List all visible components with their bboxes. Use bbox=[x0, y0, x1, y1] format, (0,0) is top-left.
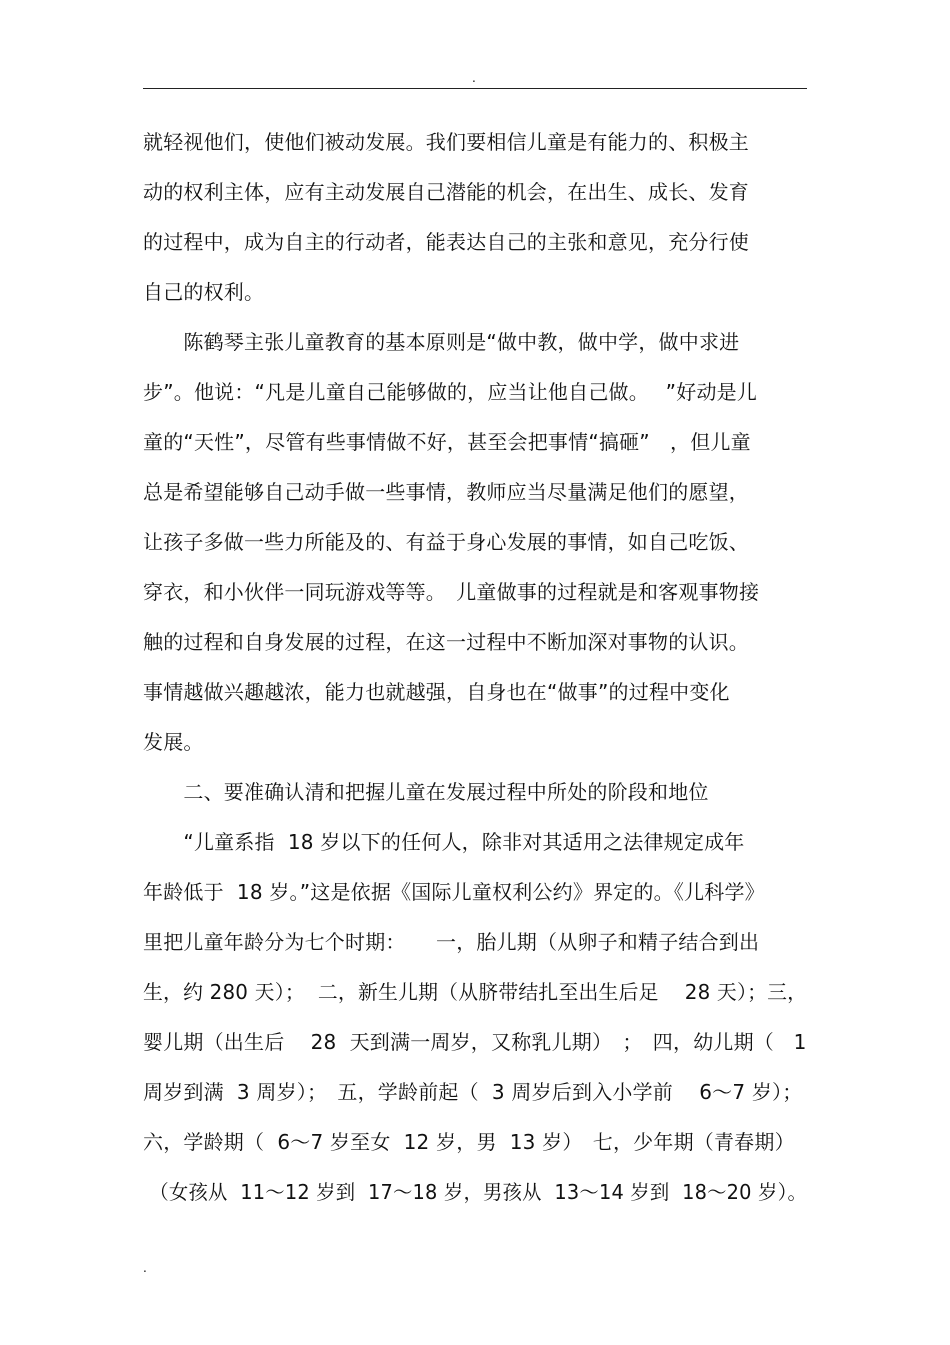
text-line: 动的权利主体，应有主动发展自己潜能的机会，在出生、成长、发育 bbox=[143, 180, 749, 204]
text-line: 总是希望能够自己动手做一些事情，教师应当尽量满足他们的愿望， bbox=[143, 480, 749, 504]
text-line: 周岁到满 3 周岁）； 五，学龄前起（ 3 周岁后到入小学前 6～7 岁）； bbox=[143, 1080, 803, 1104]
text-line: 就轻视他们，使他们被动发展。我们要相信儿童是有能力的、积极主 bbox=[143, 130, 749, 154]
text-line: 陈鹤琴主张儿童教育的基本原则是“做中教，做中学，做中求进 bbox=[143, 330, 740, 354]
text-line: 的过程中，成为自主的行动者，能表达自己的主张和意见，充分行使 bbox=[143, 230, 749, 254]
text-line: 触的过程和自身发展的过程，在这一过程中不断加深对事物的认识。 bbox=[143, 630, 749, 654]
text-line: 婴儿期（出生后 28 天到满一周岁，又称乳儿期） ； 四，幼儿期（ 1 bbox=[143, 1030, 807, 1054]
text-line: 年龄低于 18 岁。”这是依据《国际儿童权利公约》界定的。《儿科学》 bbox=[143, 880, 765, 904]
footer-mark: . bbox=[143, 1261, 147, 1275]
text-line: 让孩子多做一些力所能及的、有益于身心发展的事情，如自己吃饭、 bbox=[143, 530, 749, 554]
text-line: 六，学龄期（ 6～7 岁至女 12 岁，男 13 岁） 七，少年期（青春期） bbox=[143, 1130, 795, 1154]
text-line: 里把儿童年龄分为七个时期： 一，胎儿期（从卵子和精子结合到出 bbox=[143, 930, 760, 954]
section-heading: 二、要准确认清和把握儿童在发展过程中所处的阶段和地位 bbox=[143, 780, 709, 804]
text-line: 自己的权利。 bbox=[143, 280, 265, 304]
text-line: 事情越做兴趣越浓，能力也就越强，自身也在“做事”的过程中变化 bbox=[143, 680, 730, 704]
text-line: 生，约 280 天）； 二，新生儿期（从脐带结扎至出生后足 28 天）；三， bbox=[143, 980, 808, 1004]
text-line: 穿衣，和小伙伴一同玩游戏等等。 儿童做事的过程就是和客观事物接 bbox=[143, 580, 760, 604]
text-line: 步”。他说：“凡是儿童自己能够做的，应当让他自己做。 ”好动是儿 bbox=[143, 380, 758, 404]
text-line: 发展。 bbox=[143, 730, 204, 754]
header-rule bbox=[143, 88, 807, 89]
header-mark: . bbox=[472, 71, 476, 85]
text-line: “儿童系指 18 岁以下的任何人，除非对其适用之法律规定成年 bbox=[143, 830, 745, 854]
text-line: （女孩从 11～12 岁到 17～18 岁，男孩从 13～14 岁到 18～20 岁）。 bbox=[143, 1180, 808, 1204]
text-line: 童的“天性”，尽管有些事情做不好，甚至会把事情“搞砸” ，但儿童 bbox=[143, 430, 751, 454]
